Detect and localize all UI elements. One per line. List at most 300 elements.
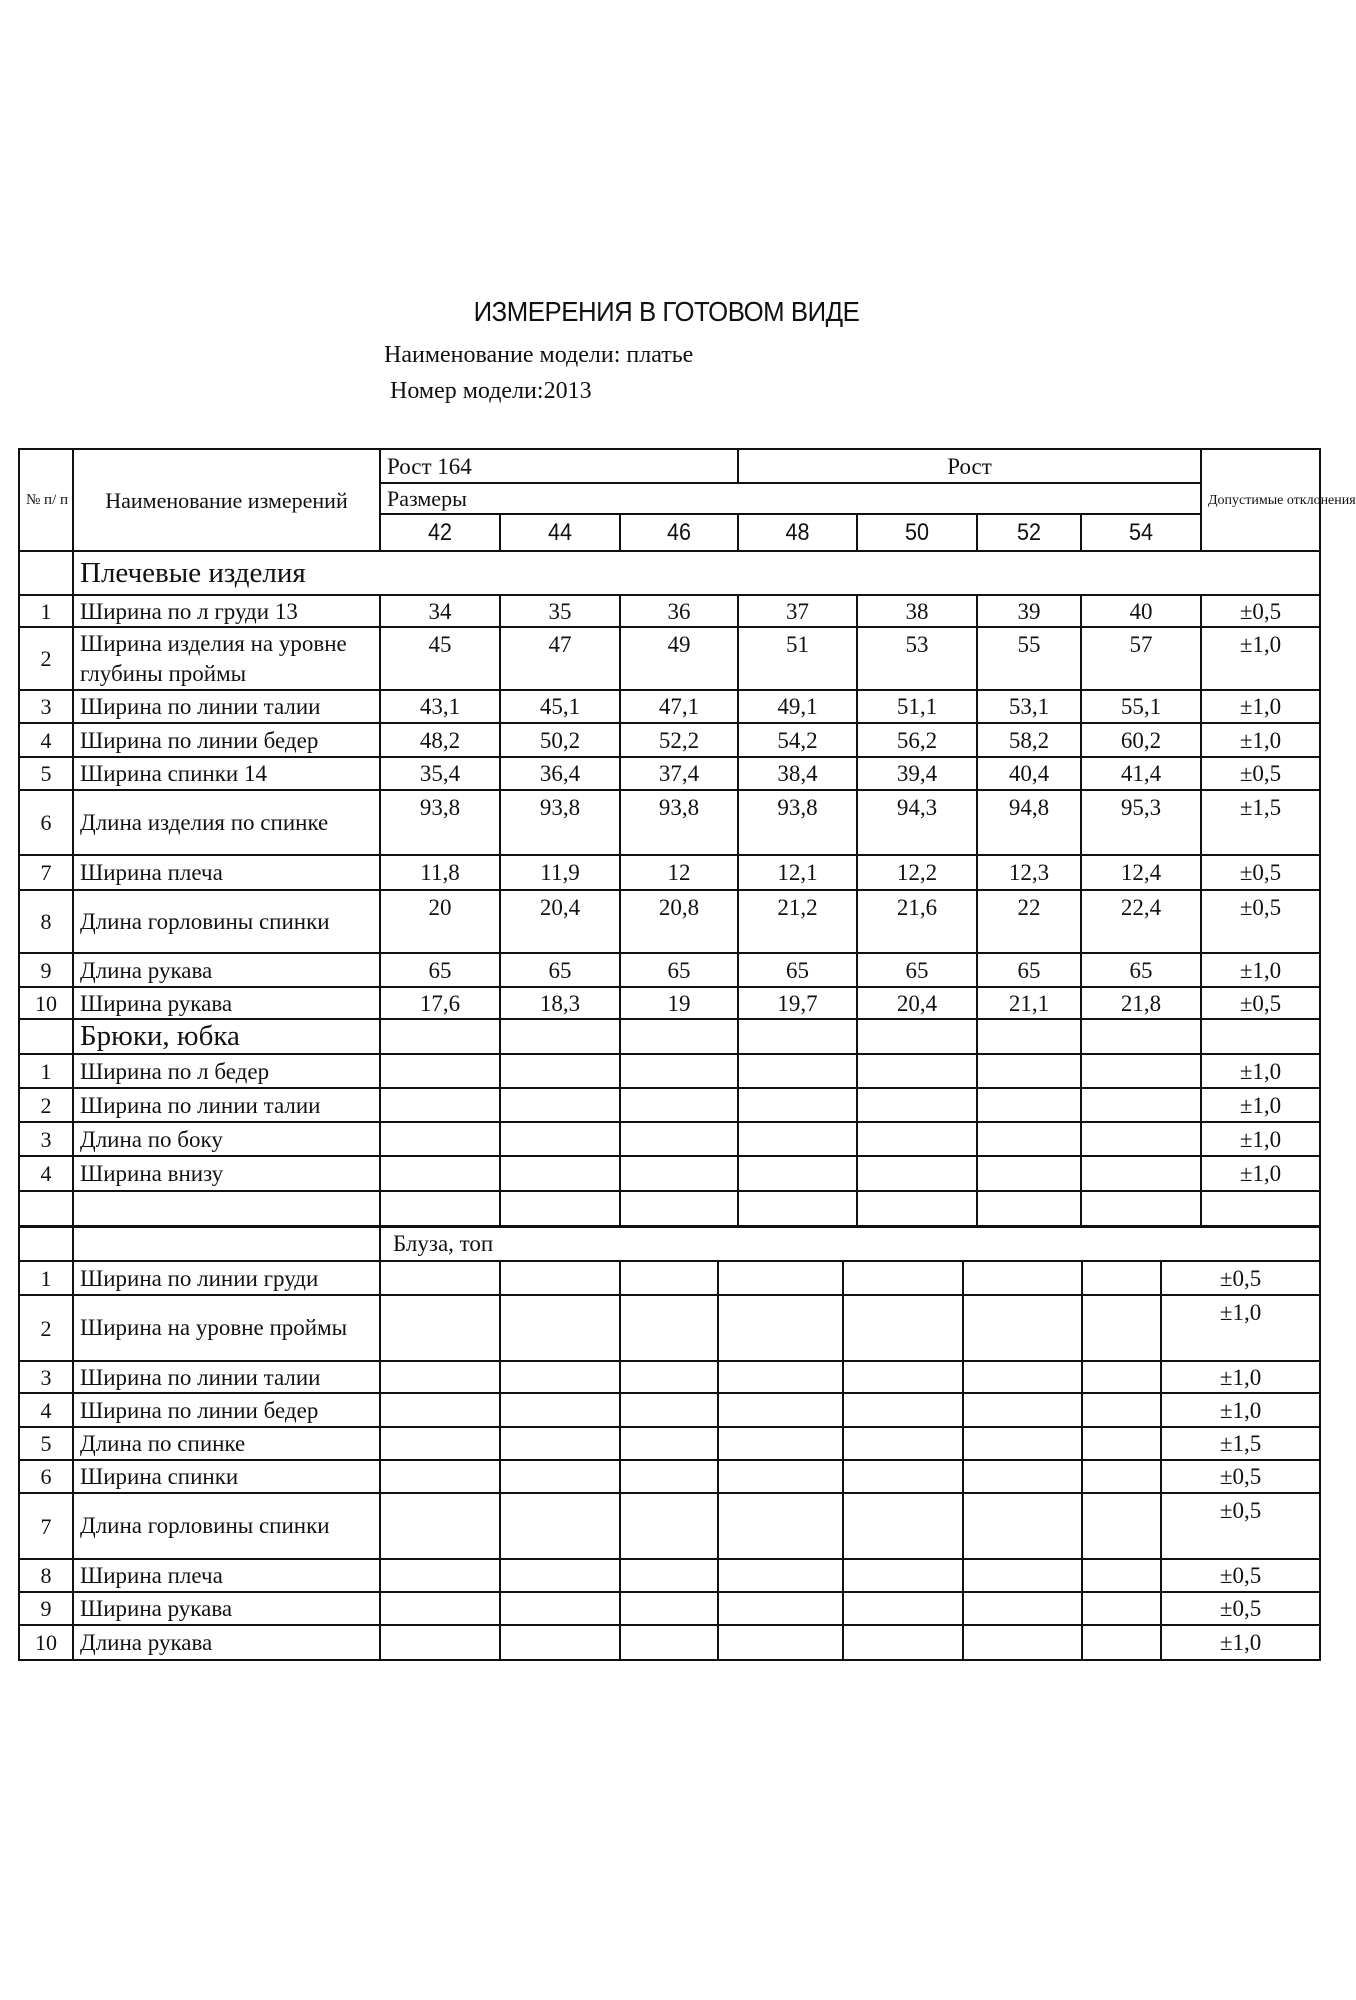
measurement-name: Ширина внизу bbox=[73, 1156, 380, 1191]
blouse-top-table bbox=[18, 1225, 1321, 1661]
value-cell-46: 52,2 bbox=[620, 723, 738, 757]
value-cell bbox=[500, 1625, 620, 1660]
empty-cell bbox=[977, 1191, 1081, 1227]
value-cell-52: 55 bbox=[977, 627, 1081, 690]
tolerance-cell: ±0,5 bbox=[1201, 595, 1320, 627]
value-cell-46: 19 bbox=[620, 987, 738, 1019]
number-column-header: № п/ п bbox=[19, 449, 73, 551]
value-cell bbox=[963, 1393, 1082, 1427]
tolerance-cell: ±1,0 bbox=[1201, 953, 1320, 987]
size-header-46: 46 bbox=[626, 514, 732, 551]
tolerance-cell: ±1,0 bbox=[1201, 1054, 1320, 1088]
value-cell bbox=[843, 1592, 963, 1625]
value-cell bbox=[620, 1088, 738, 1122]
table-row bbox=[19, 1122, 1320, 1156]
section-title: Блуза, топ bbox=[380, 1226, 1320, 1261]
table-row bbox=[19, 757, 1320, 790]
value-cell-54: 12,4 bbox=[1081, 855, 1201, 890]
value-cell bbox=[963, 1261, 1082, 1295]
value-cell bbox=[843, 1427, 963, 1460]
tolerance-cell: ±0,5 bbox=[1161, 1559, 1320, 1592]
measurement-name: Длина по спинке bbox=[73, 1427, 380, 1460]
tolerance-cell: ±1,0 bbox=[1201, 1156, 1320, 1191]
value-cell bbox=[380, 1460, 500, 1493]
value-cell bbox=[1082, 1493, 1161, 1559]
value-cell bbox=[620, 1493, 718, 1559]
table-row bbox=[19, 790, 1320, 855]
empty-cell bbox=[380, 1191, 500, 1227]
empty-cell bbox=[19, 1191, 73, 1227]
value-cell bbox=[500, 1156, 620, 1191]
value-cell bbox=[380, 1261, 500, 1295]
empty-cell bbox=[73, 1191, 380, 1227]
value-cell bbox=[620, 1460, 718, 1493]
table-row bbox=[19, 953, 1320, 987]
value-cell-44: 93,8 bbox=[500, 790, 620, 855]
value-cell-48: 51 bbox=[738, 627, 857, 690]
value-cell bbox=[718, 1261, 843, 1295]
row-number: 2 bbox=[19, 1295, 73, 1361]
measurement-name: Ширина по л груди 13 bbox=[73, 595, 380, 627]
value-cell-44: 35 bbox=[500, 595, 620, 627]
value-cell bbox=[1081, 1156, 1201, 1191]
value-cell bbox=[963, 1559, 1082, 1592]
tolerance-cell: ±0,5 bbox=[1161, 1460, 1320, 1493]
value-cell bbox=[620, 1592, 718, 1625]
value-cell-48: 12,1 bbox=[738, 855, 857, 890]
value-cell bbox=[1081, 1054, 1201, 1088]
value-cell bbox=[857, 1054, 977, 1088]
value-cell-46: 47,1 bbox=[620, 690, 738, 723]
table-row bbox=[19, 1493, 1320, 1559]
measurement-name: Длина горловины спинки bbox=[73, 890, 380, 953]
value-cell bbox=[843, 1393, 963, 1427]
value-cell bbox=[1082, 1295, 1161, 1361]
measurement-name: Длина рукава bbox=[73, 953, 380, 987]
row-number: 2 bbox=[19, 1088, 73, 1122]
table-row bbox=[19, 1156, 1320, 1191]
value-cell bbox=[1082, 1559, 1161, 1592]
empty-cell bbox=[1081, 1191, 1201, 1227]
value-cell bbox=[857, 1156, 977, 1191]
measurement-name: Ширина по линии груди bbox=[73, 1261, 380, 1295]
model-number: Номер модели:2013 bbox=[390, 378, 592, 404]
value-cell-42: 17,6 bbox=[380, 987, 500, 1019]
table-row bbox=[19, 855, 1320, 890]
value-cell-42: 20 bbox=[380, 890, 500, 953]
size-header-44: 44 bbox=[506, 514, 614, 551]
row-number: 1 bbox=[19, 595, 73, 627]
value-cell bbox=[843, 1295, 963, 1361]
empty-cell bbox=[857, 1019, 977, 1054]
value-cell-52: 39 bbox=[977, 595, 1081, 627]
value-cell-52: 40,4 bbox=[977, 757, 1081, 790]
section-trousers-skirt bbox=[19, 1019, 1320, 1227]
value-cell bbox=[718, 1625, 843, 1660]
value-cell-54: 22,4 bbox=[1081, 890, 1201, 953]
row-number: 9 bbox=[19, 953, 73, 987]
value-cell-48: 49,1 bbox=[738, 690, 857, 723]
value-cell bbox=[620, 1625, 718, 1660]
empty-cell bbox=[620, 1191, 738, 1227]
value-cell bbox=[380, 1493, 500, 1559]
value-cell bbox=[380, 1054, 500, 1088]
tolerance-cell: ±1,0 bbox=[1201, 627, 1320, 690]
height-164-header: Рост 164 bbox=[380, 449, 738, 483]
value-cell bbox=[620, 1393, 718, 1427]
value-cell-44: 65 bbox=[500, 953, 620, 987]
tolerance-cell: ±1,0 bbox=[1161, 1393, 1320, 1427]
value-cell bbox=[718, 1393, 843, 1427]
measurement-name: Ширина на уровне проймы bbox=[73, 1295, 380, 1361]
tolerance-cell: ±1,0 bbox=[1201, 1122, 1320, 1156]
tolerance-cell: ±0,5 bbox=[1201, 855, 1320, 890]
value-cell-44: 20,4 bbox=[500, 890, 620, 953]
value-cell bbox=[500, 1295, 620, 1361]
value-cell-42: 11,8 bbox=[380, 855, 500, 890]
value-cell bbox=[500, 1361, 620, 1393]
row-number: 2 bbox=[19, 627, 73, 690]
section-title: Плечевые изделия bbox=[73, 551, 1320, 595]
row-number: 4 bbox=[19, 723, 73, 757]
measurement-name: Ширина по линии талии bbox=[73, 690, 380, 723]
value-cell-42: 34 bbox=[380, 595, 500, 627]
value-cell-46: 65 bbox=[620, 953, 738, 987]
tolerance-cell: ±1,0 bbox=[1161, 1295, 1320, 1361]
measurement-name: Длина горловины спинки bbox=[73, 1493, 380, 1559]
value-cell-54: 95,3 bbox=[1081, 790, 1201, 855]
value-cell-48: 54,2 bbox=[738, 723, 857, 757]
tolerance-column-header: Допустимые отклонения bbox=[1201, 449, 1320, 551]
value-cell-52: 21,1 bbox=[977, 987, 1081, 1019]
value-cell bbox=[1082, 1427, 1161, 1460]
value-cell bbox=[1082, 1393, 1161, 1427]
value-cell bbox=[620, 1261, 718, 1295]
table-row bbox=[19, 1088, 1320, 1122]
measurement-name: Ширина спинки bbox=[73, 1460, 380, 1493]
value-cell bbox=[500, 1427, 620, 1460]
empty-cell bbox=[977, 1019, 1081, 1054]
section-blouse-top bbox=[19, 1226, 1320, 1660]
value-cell bbox=[500, 1393, 620, 1427]
value-cell bbox=[1081, 1122, 1201, 1156]
value-cell bbox=[380, 1559, 500, 1592]
row-number: 8 bbox=[19, 1559, 73, 1592]
value-cell bbox=[843, 1361, 963, 1393]
value-cell-46: 12 bbox=[620, 855, 738, 890]
value-cell bbox=[380, 1592, 500, 1625]
value-cell bbox=[620, 1559, 718, 1592]
table-row bbox=[19, 1393, 1320, 1427]
empty-cell bbox=[1201, 1019, 1320, 1054]
value-cell bbox=[718, 1427, 843, 1460]
value-cell-44: 50,2 bbox=[500, 723, 620, 757]
empty-cell bbox=[19, 1226, 73, 1261]
value-cell-52: 12,3 bbox=[977, 855, 1081, 890]
row-number: 7 bbox=[19, 855, 73, 890]
value-cell-42: 35,4 bbox=[380, 757, 500, 790]
value-cell-50: 51,1 bbox=[857, 690, 977, 723]
value-cell-46: 36 bbox=[620, 595, 738, 627]
value-cell bbox=[718, 1361, 843, 1393]
sizes-label: Размеры bbox=[380, 483, 1201, 514]
value-cell-42: 65 bbox=[380, 953, 500, 987]
value-cell-50: 65 bbox=[857, 953, 977, 987]
row-number: 4 bbox=[19, 1393, 73, 1427]
table-row bbox=[19, 690, 1320, 723]
value-cell-44: 11,9 bbox=[500, 855, 620, 890]
value-cell-48: 93,8 bbox=[738, 790, 857, 855]
header-row-1 bbox=[19, 449, 1320, 483]
value-cell-54: 40 bbox=[1081, 595, 1201, 627]
measurement-name: Ширина плеча bbox=[73, 1559, 380, 1592]
table-row bbox=[19, 1592, 1320, 1625]
document-title: ИЗМЕРЕНИЯ В ГОТОВОМ ВИДЕ bbox=[473, 296, 860, 327]
measurement-name: Ширина по л бедер bbox=[73, 1054, 380, 1088]
table-row bbox=[19, 987, 1320, 1019]
value-cell bbox=[620, 1054, 738, 1088]
value-cell bbox=[963, 1592, 1082, 1625]
measurement-name: Ширина по линии бедер bbox=[73, 723, 380, 757]
value-cell-46: 49 bbox=[620, 627, 738, 690]
row-number: 4 bbox=[19, 1156, 73, 1191]
value-cell-46: 93,8 bbox=[620, 790, 738, 855]
section-shoulder-items bbox=[19, 551, 1320, 1019]
tolerance-cell: ±1,0 bbox=[1161, 1625, 1320, 1660]
value-cell bbox=[500, 1261, 620, 1295]
value-cell bbox=[963, 1361, 1082, 1393]
empty-cell bbox=[19, 551, 73, 595]
empty-cell bbox=[738, 1019, 857, 1054]
value-cell-42: 93,8 bbox=[380, 790, 500, 855]
value-cell bbox=[620, 1122, 738, 1156]
empty-cell bbox=[620, 1019, 738, 1054]
value-cell-54: 65 bbox=[1081, 953, 1201, 987]
table-row bbox=[19, 1427, 1320, 1460]
empty-cell bbox=[500, 1019, 620, 1054]
value-cell-50: 56,2 bbox=[857, 723, 977, 757]
row-number: 5 bbox=[19, 1427, 73, 1460]
measurement-name: Ширина по линии талии bbox=[73, 1088, 380, 1122]
measurement-name: Ширина по линии бедер bbox=[73, 1393, 380, 1427]
value-cell-48: 21,2 bbox=[738, 890, 857, 953]
value-cell-50: 39,4 bbox=[857, 757, 977, 790]
value-cell bbox=[380, 1393, 500, 1427]
empty-cell bbox=[73, 1226, 380, 1261]
tolerance-cell: ±1,5 bbox=[1161, 1427, 1320, 1460]
value-cell-52: 58,2 bbox=[977, 723, 1081, 757]
value-cell-54: 57 bbox=[1081, 627, 1201, 690]
value-cell-48: 19,7 bbox=[738, 987, 857, 1019]
value-cell bbox=[500, 1592, 620, 1625]
size-header-52: 52 bbox=[982, 514, 1076, 551]
value-cell-44: 45,1 bbox=[500, 690, 620, 723]
value-cell bbox=[620, 1156, 738, 1191]
value-cell-46: 20,8 bbox=[620, 890, 738, 953]
value-cell bbox=[718, 1493, 843, 1559]
value-cell bbox=[380, 1122, 500, 1156]
value-cell-44: 36,4 bbox=[500, 757, 620, 790]
tolerance-cell: ±0,5 bbox=[1201, 757, 1320, 790]
value-cell bbox=[500, 1460, 620, 1493]
table-row bbox=[19, 1295, 1320, 1361]
section-title-row bbox=[19, 1019, 1320, 1054]
row-number: 7 bbox=[19, 1493, 73, 1559]
value-cell bbox=[738, 1122, 857, 1156]
value-cell-54: 55,1 bbox=[1081, 690, 1201, 723]
height-header: Рост bbox=[738, 449, 1201, 483]
row-number: 3 bbox=[19, 690, 73, 723]
measurement-name: Длина рукава bbox=[73, 1625, 380, 1660]
value-cell bbox=[380, 1295, 500, 1361]
table-row bbox=[19, 1054, 1320, 1088]
measurement-name: Ширина изделия на уровне глубины проймы bbox=[73, 627, 380, 690]
row-number: 10 bbox=[19, 1625, 73, 1660]
value-cell bbox=[857, 1088, 977, 1122]
measurement-name: Длина изделия по спинке bbox=[73, 790, 380, 855]
row-number: 6 bbox=[19, 1460, 73, 1493]
value-cell-42: 45 bbox=[380, 627, 500, 690]
value-cell-50: 20,4 bbox=[857, 987, 977, 1019]
size-header-42: 42 bbox=[386, 514, 494, 551]
value-cell bbox=[620, 1295, 718, 1361]
table-row bbox=[19, 723, 1320, 757]
value-cell-44: 18,3 bbox=[500, 987, 620, 1019]
value-cell-54: 41,4 bbox=[1081, 757, 1201, 790]
tolerance-cell: ±0,5 bbox=[1201, 890, 1320, 953]
measurement-name: Ширина по линии талии bbox=[73, 1361, 380, 1393]
row-number: 3 bbox=[19, 1122, 73, 1156]
measurement-name: Ширина спинки 14 bbox=[73, 757, 380, 790]
row-number: 8 bbox=[19, 890, 73, 953]
value-cell bbox=[843, 1261, 963, 1295]
tolerance-cell: ±1,5 bbox=[1201, 790, 1320, 855]
value-cell bbox=[380, 1156, 500, 1191]
value-cell bbox=[977, 1088, 1081, 1122]
value-cell-50: 12,2 bbox=[857, 855, 977, 890]
value-cell-42: 43,1 bbox=[380, 690, 500, 723]
value-cell-44: 47 bbox=[500, 627, 620, 690]
value-cell bbox=[380, 1427, 500, 1460]
table-row bbox=[19, 1559, 1320, 1592]
value-cell bbox=[718, 1559, 843, 1592]
table-row bbox=[19, 1625, 1320, 1660]
table-row bbox=[19, 1261, 1320, 1295]
value-cell bbox=[500, 1054, 620, 1088]
value-cell bbox=[718, 1460, 843, 1493]
value-cell-54: 21,8 bbox=[1081, 987, 1201, 1019]
value-cell-50: 21,6 bbox=[857, 890, 977, 953]
row-number: 1 bbox=[19, 1261, 73, 1295]
empty-cell bbox=[857, 1191, 977, 1227]
value-cell-50: 94,3 bbox=[857, 790, 977, 855]
value-cell-42: 48,2 bbox=[380, 723, 500, 757]
row-number: 10 bbox=[19, 987, 73, 1019]
measurement-name: Ширина рукава bbox=[73, 1592, 380, 1625]
measurement-name: Ширина плеча bbox=[73, 855, 380, 890]
model-name: Наименование модели: платье bbox=[384, 342, 694, 368]
value-cell bbox=[977, 1122, 1081, 1156]
value-cell bbox=[738, 1054, 857, 1088]
table-row bbox=[19, 890, 1320, 953]
tolerance-cell: ±0,5 bbox=[1161, 1261, 1320, 1295]
name-column-header: Наименование измерений bbox=[73, 449, 380, 551]
size-header-54: 54 bbox=[1087, 514, 1195, 551]
tolerance-cell: ±1,0 bbox=[1201, 723, 1320, 757]
value-cell bbox=[1081, 1088, 1201, 1122]
value-cell-50: 53 bbox=[857, 627, 977, 690]
section-title-row bbox=[19, 551, 1320, 595]
table-row bbox=[19, 1361, 1320, 1393]
value-cell bbox=[620, 1361, 718, 1393]
value-cell bbox=[738, 1156, 857, 1191]
value-cell bbox=[620, 1427, 718, 1460]
value-cell bbox=[1082, 1261, 1161, 1295]
value-cell bbox=[843, 1625, 963, 1660]
tolerance-cell: ±0,5 bbox=[1161, 1493, 1320, 1559]
value-cell-52: 53,1 bbox=[977, 690, 1081, 723]
value-cell bbox=[500, 1559, 620, 1592]
value-cell bbox=[500, 1493, 620, 1559]
value-cell bbox=[1082, 1625, 1161, 1660]
value-cell bbox=[843, 1460, 963, 1493]
value-cell-52: 65 bbox=[977, 953, 1081, 987]
value-cell bbox=[500, 1122, 620, 1156]
value-cell-48: 65 bbox=[738, 953, 857, 987]
blank-row bbox=[19, 1191, 1320, 1227]
value-cell bbox=[843, 1493, 963, 1559]
row-number: 3 bbox=[19, 1361, 73, 1393]
value-cell bbox=[500, 1088, 620, 1122]
empty-cell bbox=[738, 1191, 857, 1227]
value-cell bbox=[1082, 1592, 1161, 1625]
size-header-50: 50 bbox=[863, 514, 971, 551]
row-number: 6 bbox=[19, 790, 73, 855]
value-cell bbox=[977, 1054, 1081, 1088]
tolerance-cell: ±0,5 bbox=[1161, 1592, 1320, 1625]
empty-cell bbox=[500, 1191, 620, 1227]
value-cell bbox=[380, 1625, 500, 1660]
table-row bbox=[19, 1460, 1320, 1493]
value-cell bbox=[857, 1122, 977, 1156]
measurements-table bbox=[18, 448, 1356, 1228]
table-row bbox=[19, 627, 1320, 690]
value-cell bbox=[718, 1295, 843, 1361]
tolerance-cell: ±1,0 bbox=[1161, 1361, 1320, 1393]
row-number: 1 bbox=[19, 1054, 73, 1088]
value-cell-54: 60,2 bbox=[1081, 723, 1201, 757]
value-cell bbox=[1082, 1361, 1161, 1393]
table-row bbox=[19, 595, 1320, 627]
measurement-name: Длина по боку bbox=[73, 1122, 380, 1156]
value-cell-46: 37,4 bbox=[620, 757, 738, 790]
value-cell bbox=[718, 1592, 843, 1625]
value-cell bbox=[843, 1559, 963, 1592]
value-cell bbox=[380, 1361, 500, 1393]
value-cell-52: 94,8 bbox=[977, 790, 1081, 855]
value-cell-52: 22 bbox=[977, 890, 1081, 953]
value-cell bbox=[738, 1088, 857, 1122]
row-number: 9 bbox=[19, 1592, 73, 1625]
size-header-48: 48 bbox=[744, 514, 851, 551]
value-cell-48: 37 bbox=[738, 595, 857, 627]
section-title-row bbox=[19, 1226, 1320, 1261]
value-cell bbox=[963, 1460, 1082, 1493]
section-title: Брюки, юбка bbox=[73, 1019, 380, 1054]
value-cell bbox=[963, 1295, 1082, 1361]
value-cell bbox=[380, 1088, 500, 1122]
value-cell bbox=[1082, 1460, 1161, 1493]
